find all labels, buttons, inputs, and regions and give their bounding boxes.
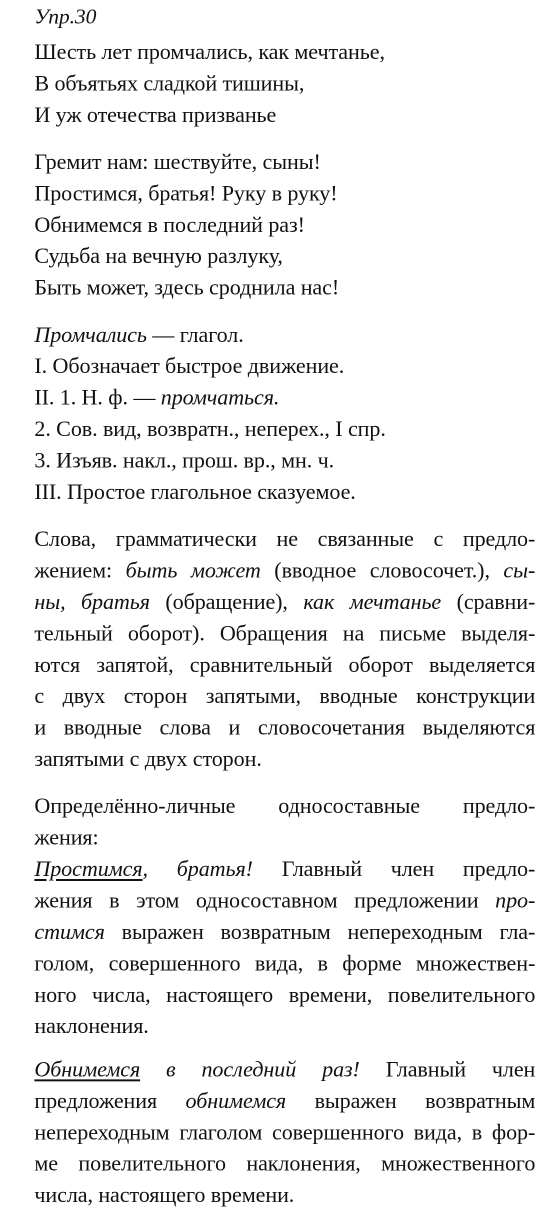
poem-line: Быть может, здесь сроднила нас! [34,275,340,300]
paragraph-line [34,1055,535,1084]
italic-span: , братья! [142,856,253,881]
paragraph-line: ются запятой, сравнительный оборот выделяется [34,652,536,677]
poem-line: Обнимемся в последний раз! [34,212,305,237]
paragraph-line: числа, настоящего времени. [34,1182,295,1208]
italic-span: стимся [34,919,105,944]
paragraph-line [34,556,535,585]
exercise-label: Упр.30 [34,3,97,29]
paragraph-line: Определённо-личные односоставные предло- [34,793,536,819]
poem-line: Судьба на вечную разлуку, [34,243,283,269]
text-span: выражен возвратным непереходным гла- [104,919,536,944]
paragraph-line: наклонения. [34,1013,149,1039]
italic-span: быть может [125,557,261,583]
analysis-line: I. Обозначает быстрое движение. [34,353,345,379]
analysis-line: 3. Изъяв. накл., прош. вр., мн. ч. [34,447,335,473]
italic-span: ны, братья [34,589,150,614]
paragraph-line: тельный оборот). Обращения на письме выделя- [34,620,536,646]
analysis-line: 2. Сов. вид, возвратн., неперех., I спр. [34,416,386,441]
paragraph-line: и вводные слова и словосочетания выделяются [34,715,536,740]
poem-line: Гремит нам: шествуйте, сыны! [34,149,321,174]
text-span: жением: [34,557,126,583]
paragraph-line [34,886,535,915]
paragraph-line [34,1086,535,1115]
analysis-prefix: II. 1. Н. ф. — [34,385,161,410]
text-span: (обращение), [149,589,304,614]
italic-span: обнимемся [185,1088,287,1113]
paragraph-line [34,917,535,946]
analysis-word: Промчались [34,322,147,347]
paragraph-line: ного числа, настоящего времени, повелительного [34,982,536,1007]
poem-line: Шесть лет промчались, как мечтанье, [34,39,385,64]
italic-span: про- [495,887,536,913]
analysis-initial-form: промчаться. [160,385,280,410]
text-span: предложения [34,1088,186,1113]
paragraph-line: непереходным глаголом совершенного вида, в фор- [34,1119,536,1145]
text-span: Главный член предло- [252,856,536,881]
paragraph-line: Слова, грамматически не связанные с предло- [34,526,536,551]
text-span: Главный член [359,1056,536,1082]
paragraph-line [34,854,535,883]
analysis-dash-label: — глагол. [146,322,244,347]
text-span: выражен возвратным [286,1088,536,1113]
poem-line: И уж отечества призванье [34,102,277,127]
text-span: (сравни- [441,589,536,614]
italic-span: в последний раз! [140,1056,360,1082]
poem-line: Простимся, братья! Руку в руку! [34,180,338,206]
analysis-heading [34,320,243,349]
paragraph-line: запятыми с двух сторон. [34,746,262,771]
paragraph-line: ме повелительного наклонения, множественного [34,1151,536,1176]
underlined-predicate: Обнимемся [34,1056,141,1082]
poem-line: В объятьях сладкой тишины, [34,70,305,96]
paragraph-line: жения: [34,825,99,850]
analysis-line: III. Простое глагольное сказуемое. [34,479,356,504]
underlined-predicate: Простимся [34,856,143,881]
italic-span: как мечтанье [303,589,442,614]
paragraph-line: голом, совершенного вида, в форме множествен- [34,950,536,976]
text-span: (вводное словосочет.), [260,557,504,583]
italic-span: сы- [503,557,536,583]
paragraph-line: с двух сторон запятыми, вводные конструкции [34,683,536,709]
paragraph-line [34,587,535,616]
analysis-line [34,383,279,412]
text-span: жения в этом односоставном предложении [34,887,496,913]
